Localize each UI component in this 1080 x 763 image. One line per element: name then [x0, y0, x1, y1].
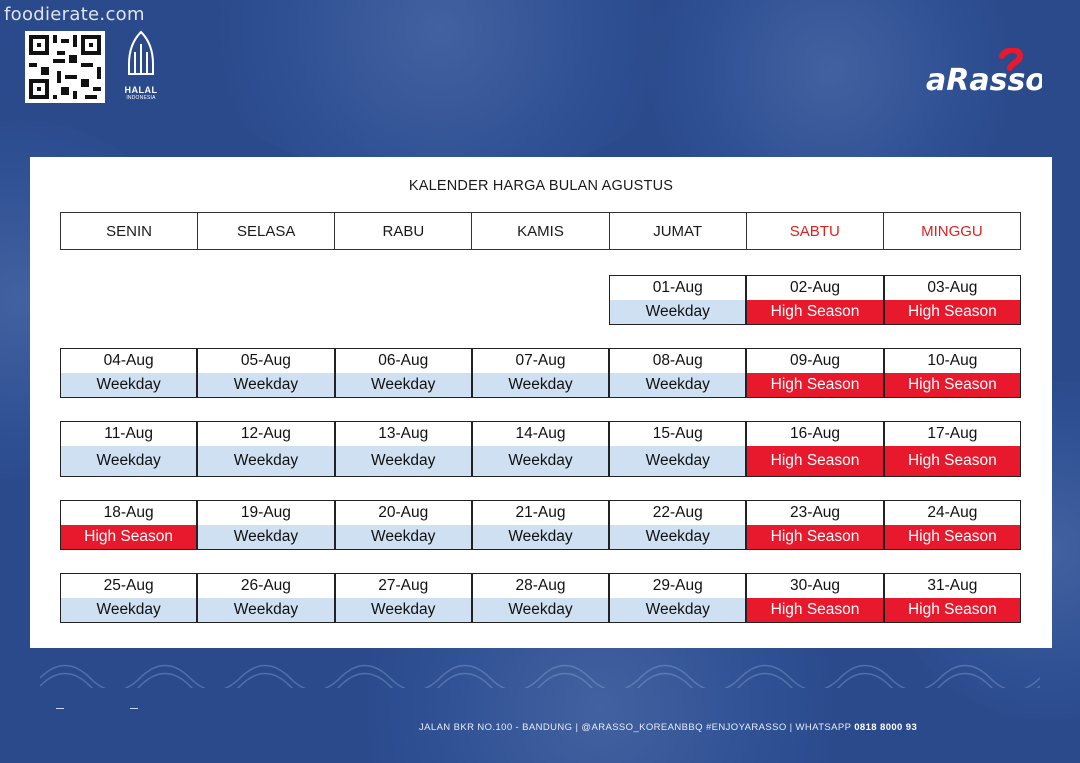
day-date: 28-Aug	[515, 577, 566, 594]
calendar-day-cell	[335, 348, 472, 398]
day-date: 21-Aug	[515, 504, 566, 521]
day-date: 05-Aug	[240, 352, 291, 369]
calendar-day-cell	[609, 421, 746, 477]
logo-text: aRasso	[926, 63, 1042, 98]
day-header-kamis: KAMIS	[472, 213, 609, 249]
day-date: 29-Aug	[652, 577, 703, 594]
high-season-badge: High Season	[747, 525, 882, 549]
weekday-badge: Weekday	[473, 373, 608, 397]
calendar-day-cell	[335, 421, 472, 477]
calendar-day-cell	[884, 421, 1021, 477]
high-season-badge: High Season	[747, 300, 882, 324]
calendar-day-cell	[746, 275, 883, 325]
day-date: 31-Aug	[927, 577, 978, 594]
high-season-badge: High Season	[61, 525, 196, 549]
calendar-day-cell	[884, 275, 1021, 325]
footer-phone: 0818 8000 93	[854, 722, 918, 733]
day-date: 01-Aug	[652, 279, 703, 296]
day-date: 24-Aug	[927, 504, 978, 521]
calendar-day-cell	[197, 421, 334, 477]
weekday-badge: Weekday	[473, 446, 608, 476]
day-date: 16-Aug	[790, 425, 841, 442]
high-season-badge: High Season	[885, 373, 1020, 397]
footer-dash	[130, 708, 138, 709]
calendar-day-cell	[335, 500, 472, 550]
day-header-jumat: JUMAT	[610, 213, 747, 249]
day-date: 03-Aug	[927, 279, 978, 296]
calendar-day-cell	[609, 275, 746, 325]
calendar-week-row	[60, 573, 1021, 623]
high-season-badge: High Season	[885, 300, 1020, 324]
weekday-badge: Weekday	[610, 373, 745, 397]
day-date: 26-Aug	[240, 577, 291, 594]
weekday-badge: Weekday	[61, 598, 196, 622]
high-season-badge: High Season	[885, 525, 1020, 549]
calendar-day-cell	[609, 348, 746, 398]
day-date: 23-Aug	[790, 504, 841, 521]
calendar-day-cell	[884, 348, 1021, 398]
qr-code[interactable]	[25, 31, 105, 103]
weekday-badge: Weekday	[610, 598, 745, 622]
calendar-title: KALENDER HARGA BULAN AGUSTUS	[408, 178, 674, 194]
day-date: 08-Aug	[652, 352, 703, 369]
weekday-badge: Weekday	[198, 373, 333, 397]
weekday-badge: Weekday	[610, 525, 745, 549]
day-header-sabtu: SABTU	[747, 213, 884, 249]
day-header-rabu: RABU	[335, 213, 472, 249]
calendar-week-row	[60, 275, 1021, 325]
calendar-day-cell	[335, 573, 472, 623]
watermark-text: foodierate.com	[4, 4, 145, 25]
day-date: 13-Aug	[378, 425, 429, 442]
halal-emblem-icon	[121, 30, 161, 78]
day-date: 04-Aug	[103, 352, 154, 369]
calendar-day-cell	[609, 573, 746, 623]
day-date: 22-Aug	[652, 504, 703, 521]
calendar-week-row	[60, 421, 1021, 477]
weekday-badge: Weekday	[336, 598, 471, 622]
calendar-empty-cell	[335, 275, 472, 325]
day-date: 17-Aug	[927, 425, 978, 442]
calendar-day-cell	[884, 500, 1021, 550]
calendar-day-cell	[197, 500, 334, 550]
day-date: 14-Aug	[515, 425, 566, 442]
weekday-badge: Weekday	[473, 598, 608, 622]
calendar-day-cell	[60, 500, 197, 550]
high-season-badge: High Season	[885, 598, 1020, 622]
day-date: 30-Aug	[790, 577, 841, 594]
footer-text: JALAN BKR NO.100 - BANDUNG | @ARASSO_KOREANBBQ #ENJOYARASSO | WHATSAPP	[419, 722, 855, 733]
high-season-badge: High Season	[885, 446, 1020, 476]
weekday-badge: Weekday	[610, 446, 745, 476]
calendar-day-cell	[884, 573, 1021, 623]
day-date: 20-Aug	[378, 504, 429, 521]
day-date: 19-Aug	[240, 504, 291, 521]
arasso-logo	[924, 48, 1042, 98]
calendar-day-cell	[472, 421, 609, 477]
calendar-week-row	[60, 500, 1021, 550]
day-date: 11-Aug	[104, 425, 154, 442]
weekday-badge: Weekday	[61, 373, 196, 397]
calendar-day-cell	[197, 573, 334, 623]
calendar-day-cell	[472, 500, 609, 550]
weekday-badge: Weekday	[610, 300, 745, 324]
high-season-badge: High Season	[747, 446, 882, 476]
day-header-senin: SENIN	[61, 213, 198, 249]
high-season-badge: High Season	[747, 373, 882, 397]
calendar-day-cell	[746, 500, 883, 550]
day-header-selasa: SELASA	[198, 213, 335, 249]
weekday-badge: Weekday	[336, 446, 471, 476]
footer-info	[419, 722, 917, 733]
calendar-day-cell	[746, 573, 883, 623]
footer-dash	[56, 708, 64, 709]
day-header-row	[60, 212, 1021, 250]
weekday-badge: Weekday	[61, 446, 196, 476]
day-date: 27-Aug	[378, 577, 429, 594]
day-date: 10-Aug	[927, 352, 978, 369]
weekday-badge: Weekday	[198, 446, 333, 476]
day-header-minggu: MINGGU	[921, 222, 983, 240]
calendar-day-cell	[472, 348, 609, 398]
calendar-empty-cell	[197, 275, 334, 325]
calendar-day-cell	[746, 348, 883, 398]
halal-logo	[118, 30, 164, 105]
calendar-empty-cell	[60, 275, 197, 325]
day-date: 12-Aug	[240, 425, 291, 442]
weekday-badge: Weekday	[473, 525, 608, 549]
day-date: 18-Aug	[103, 504, 154, 521]
day-date: 07-Aug	[515, 352, 566, 369]
calendar-panel	[30, 157, 1052, 648]
day-date: 25-Aug	[103, 577, 154, 594]
halal-sublabel: INDONESIA	[126, 95, 156, 101]
calendar-week-row	[60, 348, 1021, 398]
calendar-day-cell	[60, 573, 197, 623]
day-date: 02-Aug	[790, 279, 841, 296]
day-date: 15-Aug	[652, 425, 703, 442]
day-date: 09-Aug	[790, 352, 841, 369]
calendar-day-cell	[60, 421, 197, 477]
calendar-day-cell	[60, 348, 197, 398]
weekday-badge: Weekday	[336, 373, 471, 397]
weekday-badge: Weekday	[336, 525, 471, 549]
weekday-badge: Weekday	[198, 598, 333, 622]
halal-label: HALAL	[124, 85, 158, 95]
calendar-day-cell	[197, 348, 334, 398]
high-season-badge: High Season	[747, 598, 882, 622]
calendar-empty-cell	[472, 275, 609, 325]
calendar-day-cell	[746, 421, 883, 477]
day-date: 06-Aug	[378, 352, 429, 369]
calendar-day-cell	[472, 573, 609, 623]
weekday-badge: Weekday	[198, 525, 333, 549]
calendar-day-cell	[609, 500, 746, 550]
